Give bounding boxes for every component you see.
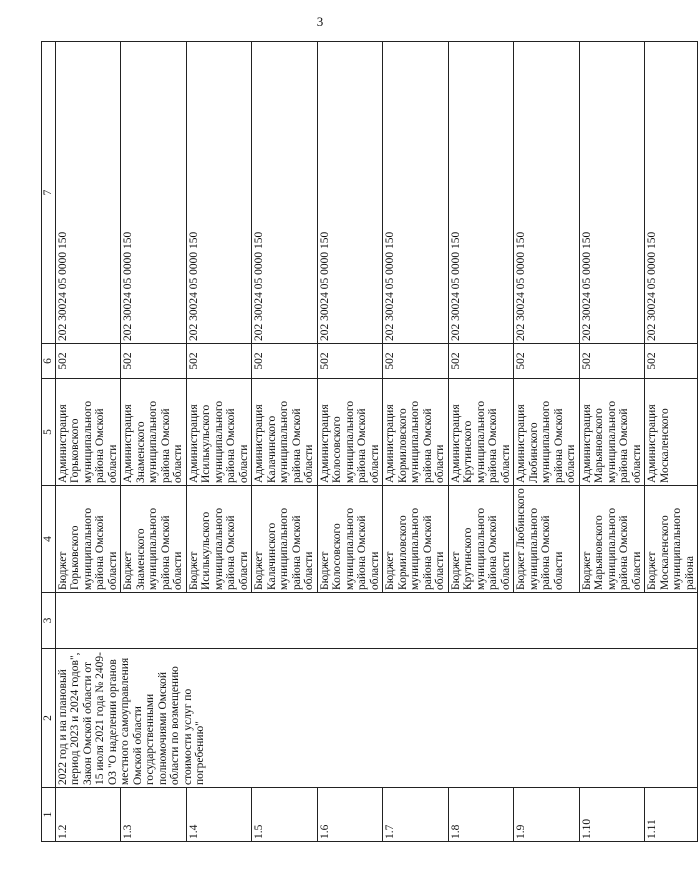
admin-cell: Администрация Исилькульского муниципального района Омской области [186,379,252,486]
code-cell: 502 [186,344,252,379]
row-number: 1.7 [383,788,449,842]
kbk-cell: 202 30024 05 0000 150 [645,42,698,344]
header-cell: 4 [42,486,56,593]
kbk-cell: 202 30024 05 0000 150 [448,42,514,344]
table-row [55,42,121,842]
header-row [42,42,56,842]
code-cell: 502 [252,344,318,379]
recipient-cell: Бюджет Марьяновского муниципального района Омской области [579,486,645,593]
row-number: 1.4 [186,788,252,842]
kbk-cell: 202 30024 05 0000 150 [317,42,383,344]
header-cell: 1 [42,788,56,842]
code-cell: 502 [383,344,449,379]
code-cell: 502 [317,344,383,379]
legal-basis-cell: 2022 год и на плановый период 2023 и 2024 годов", Закон Омской области от 15 июля 2021 года № 2409-ОЗ "О наделении органов местного самоуправления Омской области государственными полномочиями Омской области по возмещению стоимости услуг по погребению" [55,649,698,788]
recipient-cell: Бюджет Исилькульского муниципального района Омской области [186,486,252,593]
row-number: 1.11 [645,788,698,842]
row-number: 1.3 [121,788,187,842]
admin-cell: Администрация Знаменского муниципального района Омской области [121,379,187,486]
code-cell: 502 [645,344,698,379]
code-cell: 502 [514,344,580,379]
kbk-cell: 202 30024 05 0000 150 [514,42,580,344]
row-number: 1.8 [448,788,514,842]
admin-cell: Администрация Калачинского муниципального района Омской области [252,379,318,486]
kbk-cell: 202 30024 05 0000 150 [383,42,449,344]
row-number: 1.10 [579,788,645,842]
code-cell: 502 [121,344,187,379]
recipient-cell: Бюджет Калачинского муниципального района Омской области [252,486,318,593]
header-cell: 6 [42,344,56,379]
admin-cell: Администрация Москаленского [645,379,698,486]
admin-cell: Администрация Марьяновского муниципального района Омской области [579,379,645,486]
row-number: 1.2 [55,788,121,842]
rotated-table-container [41,42,696,842]
recipient-cell: Бюджет Кормиловского муниципального района Омской области [383,486,449,593]
row-number: 1.9 [514,788,580,842]
header-cell: 3 [42,593,56,649]
recipient-cell: Бюджет Горьковского муниципального района Омской области [55,486,121,593]
admin-cell: Администрация Колосовского муниципального района Омской области [317,379,383,486]
header-cell: 2 [42,649,56,788]
kbk-cell: 202 30024 05 0000 150 [55,42,121,344]
recipient-cell: Бюджет Колосовского муниципального района Омской области [317,486,383,593]
page-number: 3 [316,14,324,29]
code-cell: 502 [448,344,514,379]
kbk-cell: 202 30024 05 0000 150 [252,42,318,344]
recipient-cell: Бюджет Москаленского муниципального района [645,486,698,593]
row-number: 1.6 [317,788,383,842]
row-number: 1.5 [252,788,318,842]
header-cell: 7 [42,42,56,344]
kbk-cell: 202 30024 05 0000 150 [186,42,252,344]
code-cell: 502 [579,344,645,379]
empty-cell [55,593,698,649]
kbk-cell: 202 30024 05 0000 150 [579,42,645,344]
recipient-cell: Бюджет Знаменского муниципального района Омской области [121,486,187,593]
admin-cell: Администрация Горьковского муниципального района Омской области [55,379,121,486]
code-cell: 502 [55,344,121,379]
budget-table [41,41,698,842]
admin-cell: Администрация Любинского муниципального района Омской области [514,379,580,486]
header-cell: 5 [42,379,56,486]
admin-cell: Администрация Крутинского муниципального района Омской области [448,379,514,486]
recipient-cell: Бюджет Любинского муниципального района Омской области [514,486,580,593]
admin-cell: Администрация Кормиловского муниципального района Омской области [383,379,449,486]
kbk-cell: 202 30024 05 0000 150 [121,42,187,344]
recipient-cell: Бюджет Крутинского муниципального района Омской области [448,486,514,593]
